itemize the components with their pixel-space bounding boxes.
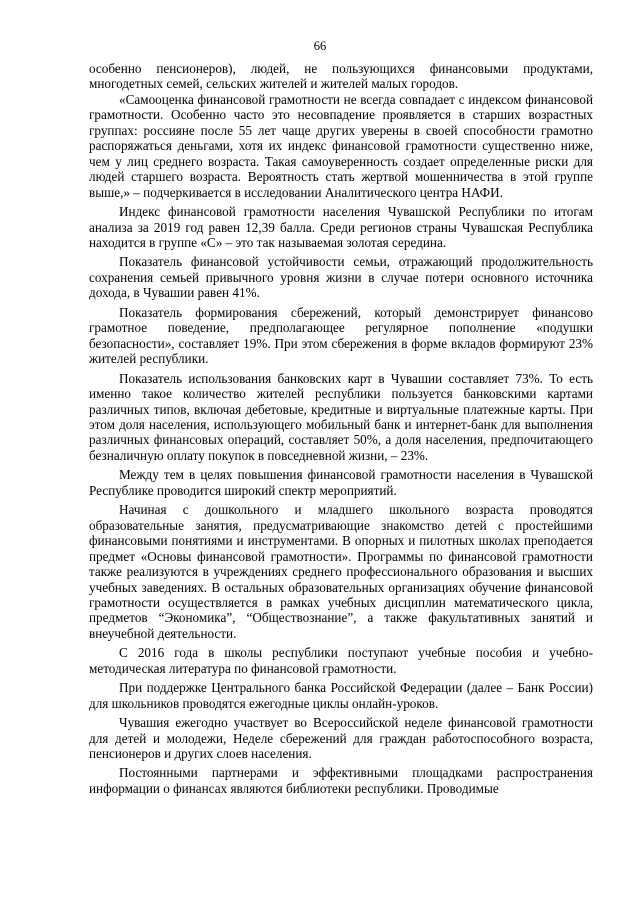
paragraph-events-intro: Между тем в целях повышения финансовой грамотности населения в Чувашской Республике проводится широкий спектр мероприятий. [89,467,593,498]
body-text [89,61,593,796]
paragraph-savings: Показатель формирования сбережений, который демонстрирует финансово грамотное поведение, предполагающее регулярное пополнение «подушки безопасности», составляет 19%. При этом сбережения в форме вкладов формируют 23% жителей республики. [89,304,593,367]
page-number: 66 [313,39,327,53]
paragraph-nafi-quote: «Самооценка финансовой грамотности не всегда совпадает с индексом финансовой грамотности. Особенно часто это несовпадение проявляется в старших возрастных группах: россияне после 55 лет чаще других уверены в своей способности грамотно распоряжаться деньгами, хотя их индекс финансовой грамотности существенно ниже, чем у лиц среднего возраста. Такая самоуверенность создает определенные риски для людей старшего возраста. Вероятность стать жертвой мошенничества в этой группе выше,» – подчеркивается в исследовании Аналитического центра НАФИ. [89,91,593,200]
paragraph-textbooks: С 2016 года в школы республики поступают учебные пособия и учебно-методическая литература по финансовой грамотности. [89,645,593,676]
paragraph-financial-stability: Показатель финансовой устойчивости семьи, отражающий продолжительность сохранения семьей привычного уровня жизни в случае потери основного источника дохода, в Чувашии равен 41%. [89,254,593,301]
paragraph-libraries: Постоянными партнерами и эффективными площадками распространения информации о финансах являются библиотеки республики. Проводимые [89,765,593,796]
paragraph-continuation: особенно пенсионеров), людей, не пользующихся финансовыми продуктами, многодетных семей, сельских жителей и жителей малых городов. [89,61,593,92]
paragraph-bank-of-russia: При поддержке Центрального банка Российской Федерации (далее – Банк России) для школьников проводятся ежегодные циклы онлайн-уроков. [89,680,593,711]
paragraph-education: Начиная с дошкольного и младшего школьного возраста проводятся образовательные занятия, предусматривающие знакомство детей с простейшими финансовыми понятиями и инструментами. В опорных и пилотных школах преподается предмет «Основы финансовой грамотности». Программы по финансовой грамотности также реализуются в учреждениях среднего профессионального образования и высших учебных заведениях. В остальных образовательных организациях обучение финансовой грамотности осуществляется в рамках учебных дисциплин математического цикла, предметов “Экономика”, “Обществознание”, а также факультативных занятий и внеучебной деятельности. [89,502,593,641]
paragraph-bank-cards: Показатель использования банковских карт в Чувашии составляет 73%. То есть именно такое количество жителей республики пользуется банковскими картами различных типов, включая дебетовые, кредитные и виртуальные платежные карты. При этом доля населения, использующего мобильный банк и интернет-банк для выполнения различных финансовых операций, составляет 50%, а доля населения, предпочитающего безналичную оплату покупок в повседневной жизни, – 23%. [89,370,593,463]
paragraph-weeks: Чувашия ежегодно участвует во Всероссийской неделе финансовой грамотности для детей и молодежи, Неделе сбережений для граждан работоспособного возраста, пенсионеров и других слоев населения. [89,715,593,762]
paragraph-literacy-index: Индекс финансовой грамотности населения Чувашской Республики по итогам анализа за 2019 год равен 12,39 балла. Среди регионов страны Чувашская Республика находится в группе «С» – это так называемая золотая середина. [89,204,593,250]
